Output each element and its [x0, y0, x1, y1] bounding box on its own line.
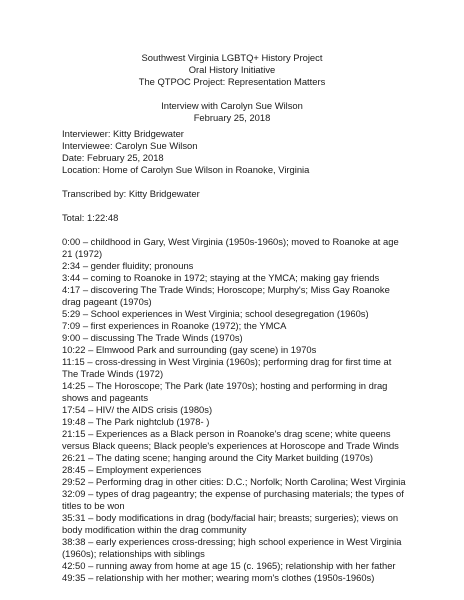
timestamp-entry: 19:48 – The Park nightclub (1978- ) — [62, 416, 210, 427]
location-line: Location: Home of Carolyn Sue Wilson in Roanoke, Virginia — [62, 164, 310, 175]
timestamp-entry: 11:15 – cross-dressing in West Virginia (1960s); performing drag for first time at The Trade Winds (1972) — [62, 356, 392, 379]
timestamp-entry: 14:25 – The Horoscope; The Park (late 1970s); hosting and performing in drag shows and pageants — [62, 380, 388, 403]
project-subtitle: The QTPOC Project: Representation Matters — [138, 76, 326, 87]
timestamp-entry: 32:09 – types of drag pageantry; the expense of purchasing materials; the types of titles to be won — [62, 488, 404, 511]
spacer — [62, 176, 407, 188]
interviewee-line: Interviewee: Carolyn Sue Wilson — [62, 140, 198, 151]
spacer — [0, 88, 464, 100]
timestamp-entry: 2:34 – gender fluidity; pronouns — [62, 260, 194, 271]
document-header — [0, 52, 464, 124]
timestamp-entry: 21:15 – Experiences as a Black person in Roanoke's drag scene; white queens versus Black queens; Black people's experiences at Horoscope and Trade Winds — [62, 428, 399, 451]
timestamp-entry: 4:17 – discovering The Trade Winds; Horoscope; Murphy's; Miss Gay Roanoke drag pageant (1970s) — [62, 284, 390, 307]
timestamp-entry: 3:44 – coming to Roanoke in 1972; staying at the YMCA; making gay friends — [62, 272, 380, 283]
timestamp-entry: 26:21 – The dating scene; hanging around the City Market building (1970s) — [62, 452, 373, 463]
document-body — [62, 128, 407, 584]
timestamp-entry: 5:29 – School experiences in West Virginia; school desegregation (1960s) — [62, 308, 369, 319]
timestamp-entry: 42:50 – running away from home at age 15 (c. 1965); relationship with her father — [62, 560, 396, 571]
transcribed-line: Transcribed by: Kitty Bridgewater — [62, 188, 200, 199]
timestamp-entry: 29:52 – Performing drag in other cities: D.C.; Norfolk; North Carolina; West Virginia — [62, 476, 406, 487]
date-line: Date: February 25, 2018 — [62, 152, 164, 163]
interviewer-line: Interviewer: Kitty Bridgewater — [62, 128, 184, 139]
timestamp-entry: 17:54 – HIV/ the AIDS crisis (1980s) — [62, 404, 213, 415]
timestamp-entry: 38:38 – early experiences cross-dressing; high school experience in West Virginia (1960s); relationships with siblings — [62, 536, 402, 559]
timestamp-entry: 10:22 – Elmwood Park and surrounding (gay scene) in 1970s — [62, 344, 317, 355]
spacer — [62, 200, 407, 212]
timestamp-entry: 0:00 – childhood in Gary, West Virginia (1950s-1960s); moved to Roanoke at age 21 (1972) — [62, 236, 399, 259]
timestamp-entry: 7:09 – first experiences in Roanoke (1972); the YMCA — [62, 320, 287, 331]
project-title: Southwest Virginia LGBTQ+ History Project — [141, 52, 323, 63]
spacer — [62, 224, 407, 236]
interview-title: Interview with Carolyn Sue Wilson — [161, 100, 303, 111]
timestamp-entry: 28:45 – Employment experiences — [62, 464, 202, 475]
interview-date: February 25, 2018 — [193, 112, 271, 123]
timestamp-list — [62, 236, 407, 584]
timestamp-entry: 49:35 – relationship with her mother; wearing mom's clothes (1950s-1960s) — [62, 572, 375, 583]
total-line: Total: 1:22:48 — [62, 212, 119, 223]
timestamp-entry: 9:00 – discussing The Trade Winds (1970s) — [62, 332, 243, 343]
timestamp-entry: 35:31 – body modifications in drag (body/facial hair; breasts; surgeries); views on body modification within the drag community — [62, 512, 399, 535]
initiative-title: Oral History Initiative — [188, 64, 276, 75]
